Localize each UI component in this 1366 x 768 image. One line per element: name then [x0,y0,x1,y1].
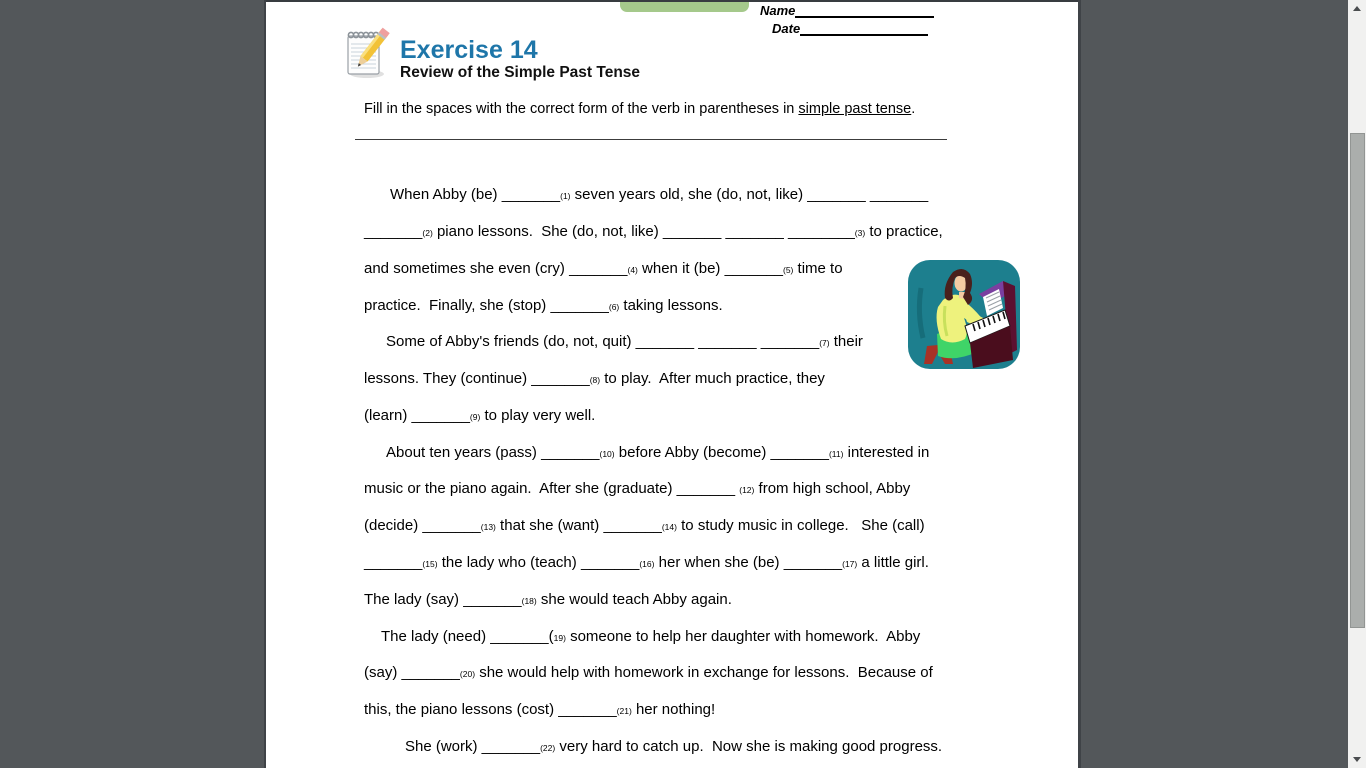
name-blank-line [795,5,934,18]
scroll-down-button[interactable] [1348,751,1366,768]
worksheet-line: music or the piano again. After she (graduate) _______ (12) from high school, Abby [364,480,911,497]
worksheet-line: When Abby (be) _______(1) seven years old, she (do, not, like) _______ _______ [390,186,929,203]
worksheet-line: Some of Abby's friends (do, not, quit) _______ _______ _______(7) their [386,333,863,350]
triangle-down-icon [1353,757,1361,762]
document-page [264,0,1081,768]
worksheet-line: She (work) _______(22) very hard to catch up. Now she is making good progress. [405,738,943,755]
scroll-thumb[interactable] [1350,133,1365,628]
notepad-pencil-icon [342,26,392,85]
piano-illustration [907,258,1022,372]
page-subtitle: Review of the Simple Past Tense [400,64,641,81]
divider-line [355,139,947,140]
page-content [266,0,1078,768]
instruction-text: Fill in the spaces with the correct form of the verb in parentheses in simple past tense. [364,101,916,117]
date-field-row [772,21,928,36]
worksheet-line: lessons. They (continue) _______(8) to play. After much practice, they [364,370,825,387]
worksheet-line: practice. Finally, she (stop) _______(6) taking lessons. [364,297,723,314]
name-label: Name [760,3,796,18]
name-field-row [760,3,934,18]
scrollbar-track[interactable] [1348,0,1366,768]
worksheet-line: (say) _______(20) she would help with homework in exchange for lessons. Because of [364,664,933,681]
worksheet-line: (decide) _______(13) that she (want) _______(14) to study music in college. She (call) [364,517,925,534]
partial-button-top[interactable] [620,2,749,12]
triangle-up-icon [1353,6,1361,11]
worksheet-line: The lady (need) _______(19) someone to help her daughter with homework. Abby [381,628,921,645]
worksheet-line: The lady (say) _______(18) she would teach Abby again. [364,591,732,608]
instruction-underlined-phrase: simple past tense [798,101,912,117]
worksheet-line: and sometimes she even (cry) _______(4) when it (be) _______(5) time to [364,260,843,277]
date-blank-line [800,23,928,36]
worksheet-line: _______(2) piano lessons. She (do, not, like) _______ _______ ________(3) to practice, [364,223,943,240]
scroll-up-button[interactable] [1348,0,1366,17]
page-title: Exercise 14 [400,36,538,64]
worksheet-line: _______(15) the lady who (teach) _______(16) her when she (be) _______(17) a little girl. [364,554,929,571]
date-label: Date [772,21,801,36]
worksheet-line: About ten years (pass) _______(10) before Abby (become) _______(11) interested in [386,444,930,461]
worksheet-line: this, the piano lessons (cost) _______(21) her nothing! [364,701,716,718]
worksheet-line: (learn) _______(9) to play very well. [364,407,596,424]
